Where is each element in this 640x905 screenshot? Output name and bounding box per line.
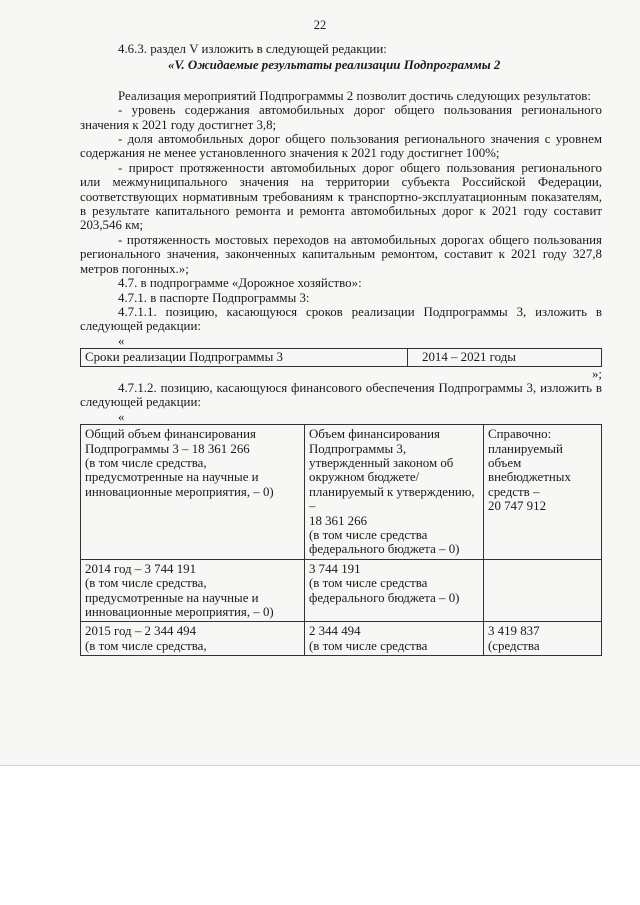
item-4-7-1-1: 4.7.1.1. позицию, касающуюся сроков реализации Подпрограммы 3, изложить в следующей редакции: — [80, 304, 602, 334]
table-cell: 3 744 191 (в том числе средства федерального бюджета – 0) — [305, 559, 484, 622]
table-cell — [484, 559, 602, 622]
table-row — [81, 349, 602, 366]
table-cell: 2014 год – 3 744 191 (в том числе средства, предусмотренные на научные и инновационные мероприятия, – 0) — [81, 559, 305, 622]
open-quote: « — [118, 409, 125, 424]
table-cell: 2015 год – 2 344 494 (в том числе средства, — [81, 622, 305, 656]
section-heading: «V. Ожидаемые результаты реализации Подпрограммы 2 — [168, 58, 501, 73]
item-4-7-1: 4.7.1. в паспорте Подпрограммы 3: — [118, 290, 310, 305]
table-cell: Общий объем финансирования Подпрограммы 3 – 18 361 266 (в том числе средства, предусмотренные на научные и инновационные мероприятия, – 0) — [81, 425, 305, 560]
section-intro: 4.6.3. раздел V изложить в следующей редакции: — [118, 42, 387, 56]
finance-table — [80, 424, 602, 656]
page-number: 22 — [313, 18, 327, 32]
table-cell: 3 419 837 (средства — [484, 622, 602, 656]
spacer — [80, 73, 602, 89]
terms-table — [80, 348, 602, 366]
terms-label-cell: Сроки реализации Подпрограммы 3 — [81, 349, 408, 366]
close-quote: »; — [591, 366, 602, 381]
item-4-7: 4.7. в подпрограмме «Дорожное хозяйство»: — [118, 276, 362, 291]
result-item: - протяженность мостовых переходов на автомобильных дорогах общего пользования регионального значения, законченных капитальным ремонтом, составит к 2021 году 327,8 метров погонных.»; — [80, 232, 602, 276]
document-body — [80, 42, 602, 656]
result-item: - доля автомобильных дорог общего пользования регионального значения с уровнем содержания не менее установленного значения к 2021 году достигнет 100%; — [80, 132, 602, 161]
table-cell: Справочно: планируемый объем внебюджетных средств – 20 747 912 — [484, 425, 602, 560]
item-4-7-1-2: 4.7.1.2. позицию, касающуюся финансового обеспечения Подпрограммы 3, изложить в следующей редакции: — [80, 380, 602, 410]
table-row — [81, 425, 602, 560]
result-item: - прирост протяженности автомобильных дорог общего пользования регионального или межмуниципального значения на территории субъекта Российской Федерации, соответствующих нормативным требованиям к транспортно-эксплуатационным показателям, в результате капитального ремонта и ремонта автомобильных дорог к 2021 году составит 203,546 км; — [80, 160, 602, 233]
table-row — [81, 622, 602, 656]
result-item: - уровень содержания автомобильных дорог общего пользования регионального значения к 2021 году достигнет 3,8; — [80, 103, 602, 132]
table-cell: Объем финансирования Подпрограммы 3, утвержденный законом об окружном бюджете/планируемый к утверждению, – 18 361 266 (в том числе средства федерального бюджета – 0) — [305, 425, 484, 560]
table-row — [81, 559, 602, 622]
table-cell: 2 344 494 (в том числе средства — [305, 622, 484, 656]
results-intro: Реализация мероприятий Подпрограммы 2 позволит достичь следующих результатов: — [118, 88, 591, 103]
open-quote: « — [118, 333, 125, 348]
terms-value-cell: 2014 – 2021 годы — [408, 349, 602, 366]
